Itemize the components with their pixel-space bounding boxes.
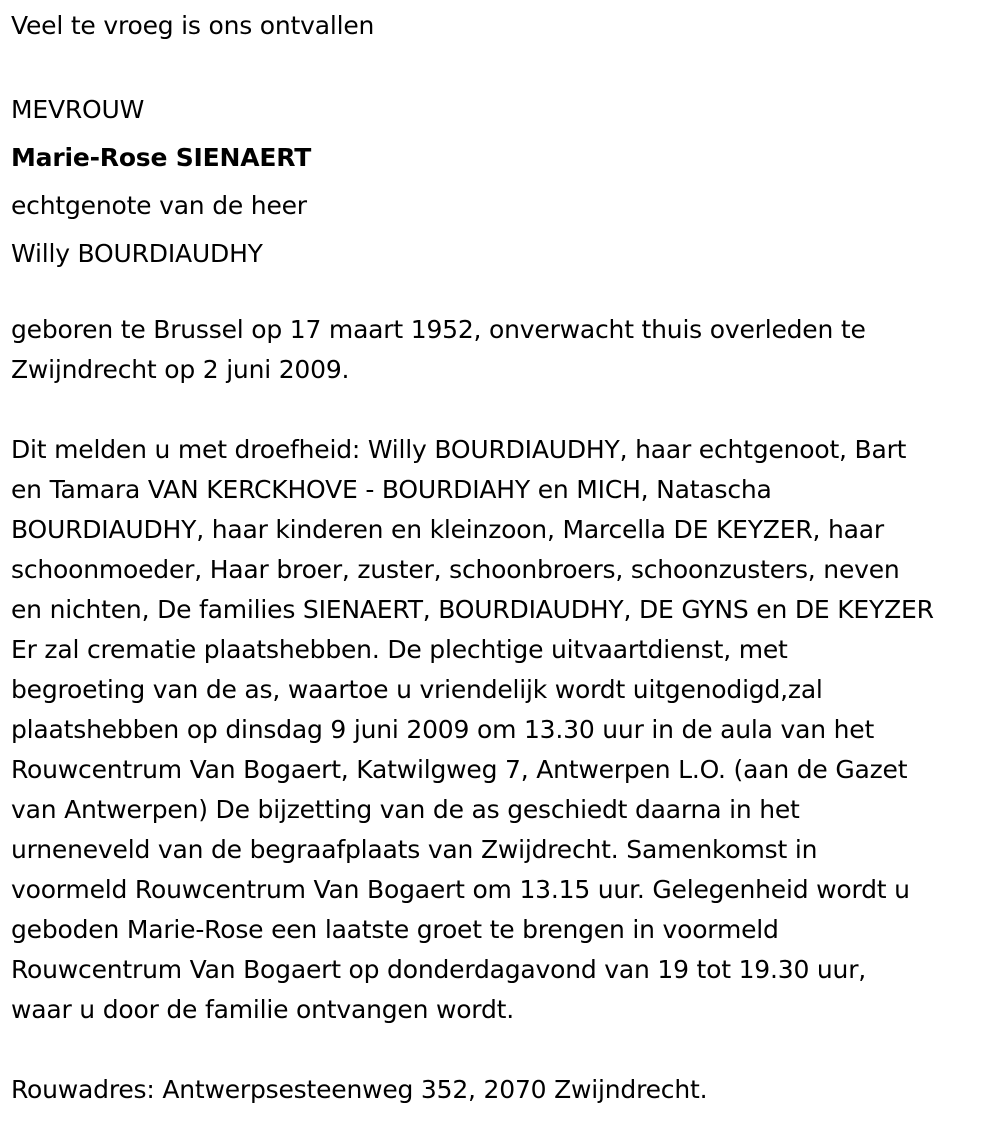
announcement-line: en Tamara VAN KERCKHOVE - BOURDIAHY en MICH, Natascha [11,475,772,504]
announcement-line: begroeting van de as, waartoe u vriendelijk wordt uitgenodigd,zal [11,675,823,704]
announcement-line: voormeld Rouwcentrum Van Bogaert om 13.15 uur. Gelegenheid wordt u [11,875,910,904]
deceased-name: Marie-Rose SIENAERT [11,143,312,172]
announcement-line: schoonmoeder, Haar broer, zuster, schoonbroers, schoonzusters, neven [11,555,900,584]
spacer [11,278,996,310]
address-line: Rouwadres: Antwerpsesteenweg 352, 2070 Zwijndrecht. [11,1075,708,1104]
announcement-line: geboden Marie-Rose een laatste groet te brengen in voormeld [11,915,779,944]
announcement-line: en nichten, De families SIENAERT, BOURDIAUDHY, DE GYNS en DE KEYZER [11,595,934,624]
announcement-paragraph [11,430,996,1030]
announcement-line: urneneveld van de begraafplaats van Zwijdrecht. Samenkomst in [11,835,818,864]
announcement-line: plaatshebben op dinsdag 9 juni 2009 om 13.30 uur in de aula van het [11,715,875,744]
announcement-line: Rouwcentrum Van Bogaert op donderdagavond van 19 tot 19.30 uur, [11,955,867,984]
title-text: MEVROUW [11,95,145,124]
birth-paragraph [11,310,996,390]
intro-text: Veel te vroeg is ons ontvallen [11,11,375,40]
announcement-line: Er zal crematie plaatshebben. De plechtige uitvaartdienst, met [11,635,788,664]
announcement-line: BOURDIAUDHY, haar kinderen en kleinzoon, Marcella DE KEYZER, haar [11,515,884,544]
obituary-document [11,6,996,1110]
spouse-name: Willy BOURDIAUDHY [11,239,263,268]
spacer [11,46,996,86]
announcement-line: waar u door de familie ontvangen wordt. [11,995,514,1024]
announcement-line: van Antwerpen) De bijzetting van de as geschiedt daarna in het [11,795,800,824]
birth-line: Zwijndrecht op 2 juni 2009. [11,355,350,384]
announcement-line: Rouwcentrum Van Bogaert, Katwilgweg 7, Antwerpen L.O. (aan de Gazet [11,755,908,784]
announcement-line: Dit melden u met droefheid: Willy BOURDIAUDHY, haar echtgenoot, Bart [11,435,907,464]
spacer [11,1030,996,1070]
spouse-label: echtgenote van de heer [11,191,307,220]
birth-line: geboren te Brussel op 17 maart 1952, onverwacht thuis overleden te [11,315,866,344]
spacer [11,390,996,430]
